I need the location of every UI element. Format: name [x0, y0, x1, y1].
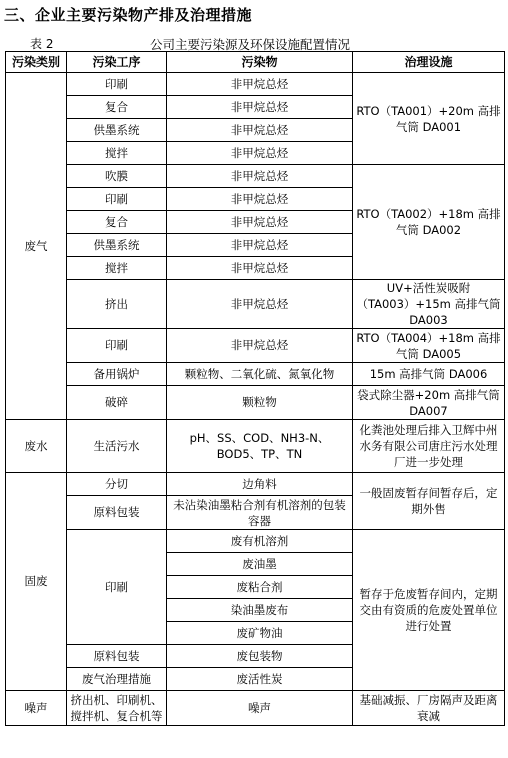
pollutant-cell: 颗粒物、二氧化硫、氮氧化物: [167, 363, 353, 386]
process-cell: 印刷: [67, 530, 167, 645]
table-row: [6, 386, 505, 420]
process-cell: 搅拌: [67, 257, 167, 280]
pollutant-cell: 非甲烷总烃: [167, 188, 353, 211]
process-cell: 备用锅炉: [67, 363, 167, 386]
process-cell: 原料包装: [67, 645, 167, 668]
pollutant-cell: 废油墨: [167, 553, 353, 576]
facility-cell: 15m 高排气筒 DA006: [353, 363, 505, 386]
process-cell: 生活污水: [67, 420, 167, 473]
facility-cell: 基础减振、厂房隔声及距离衰减: [353, 691, 505, 726]
pollutant-cell: 非甲烷总烃: [167, 142, 353, 165]
pollutant-cell: 非甲烷总烃: [167, 280, 353, 329]
facility-cell: UV+活性炭吸附（TA003）+15m 高排气筒 DA003: [353, 280, 505, 329]
table-row: [6, 329, 505, 363]
pollutant-cell: 非甲烷总烃: [167, 165, 353, 188]
category-cell: 废气: [6, 73, 67, 420]
pollutant-cell: 非甲烷总烃: [167, 234, 353, 257]
pollutant-cell: pH、SS、COD、NH3-N、BOD5、TP、TN: [167, 420, 353, 473]
category-cell: 固废: [6, 473, 67, 691]
facility-cell: RTO（TA004）+18m 高排气筒 DA005: [353, 329, 505, 363]
process-cell: 原料包装: [67, 496, 167, 530]
process-cell: 破碎: [67, 386, 167, 420]
facility-cell: RTO（TA002）+18m 高排气筒 DA002: [353, 165, 505, 280]
facility-cell: 袋式除尘器+20m 高排气筒 DA007: [353, 386, 505, 420]
table-row: [6, 420, 505, 473]
process-cell: 分切: [67, 473, 167, 496]
facility-cell: 化粪池处理后排入卫辉中州水务有限公司唐庄污水处理厂进一步处理: [353, 420, 505, 473]
table-row: [6, 363, 505, 386]
section-heading: 三、企业主要污染物产排及治理措施: [4, 6, 253, 24]
table-row: [6, 691, 505, 726]
pollutant-cell: 染油墨废布: [167, 599, 353, 622]
process-cell: 供墨系统: [67, 234, 167, 257]
table-row: [6, 73, 505, 96]
pollutant-cell: 废包装物: [167, 645, 353, 668]
pollutant-cell: 未沾染油墨粘合剂有机溶剂的包装容器: [167, 496, 353, 530]
pollutant-cell: 非甲烷总烃: [167, 73, 353, 96]
facility-cell: RTO（TA001）+20m 高排气筒 DA001: [353, 73, 505, 165]
process-cell: 复合: [67, 211, 167, 234]
table-row: [6, 473, 505, 496]
process-cell: 印刷: [67, 188, 167, 211]
table-number: 表 2: [30, 37, 54, 51]
table-row: [6, 280, 505, 329]
table-row: [6, 530, 505, 553]
process-cell: 挤出: [67, 280, 167, 329]
pollutant-cell: 废矿物油: [167, 622, 353, 645]
pollutant-cell: 颗粒物: [167, 386, 353, 420]
header-facility: 治理设施: [353, 52, 505, 73]
process-cell: 废气治理措施: [67, 668, 167, 691]
process-cell: 挤出机、印刷机、搅拌机、复合机等: [67, 691, 167, 726]
category-cell: 废水: [6, 420, 67, 473]
pollutant-cell: 非甲烷总烃: [167, 96, 353, 119]
pollution-table: [5, 51, 505, 726]
table-row: [6, 165, 505, 188]
process-cell: 吹膜: [67, 165, 167, 188]
header-category: 污染类别: [6, 52, 67, 73]
process-cell: 印刷: [67, 73, 167, 96]
process-cell: 印刷: [67, 329, 167, 363]
table-header-row: [6, 52, 505, 73]
pollutant-cell: 非甲烷总烃: [167, 119, 353, 142]
pollutant-cell: 非甲烷总烃: [167, 211, 353, 234]
table-title: 公司主要污染源及环保设施配置情况: [150, 37, 351, 52]
facility-cell: 暂存于危废暂存间内，定期交由有资质的危废处置单位进行处置: [353, 530, 505, 691]
pollutant-cell: 废粘合剂: [167, 576, 353, 599]
process-cell: 复合: [67, 96, 167, 119]
facility-cell: 一般固废暂存间暂存后，定期外售: [353, 473, 505, 530]
header-process: 污染工序: [67, 52, 167, 73]
process-cell: 供墨系统: [67, 119, 167, 142]
pollutant-cell: 边角料: [167, 473, 353, 496]
pollutant-cell: 废活性炭: [167, 668, 353, 691]
category-cell: 噪声: [6, 691, 67, 726]
process-cell: 搅拌: [67, 142, 167, 165]
header-pollutant: 污染物: [167, 52, 353, 73]
pollutant-cell: 非甲烷总烃: [167, 257, 353, 280]
pollutant-cell: 噪声: [167, 691, 353, 726]
pollutant-cell: 非甲烷总烃: [167, 329, 353, 363]
pollutant-cell: 废有机溶剂: [167, 530, 353, 553]
